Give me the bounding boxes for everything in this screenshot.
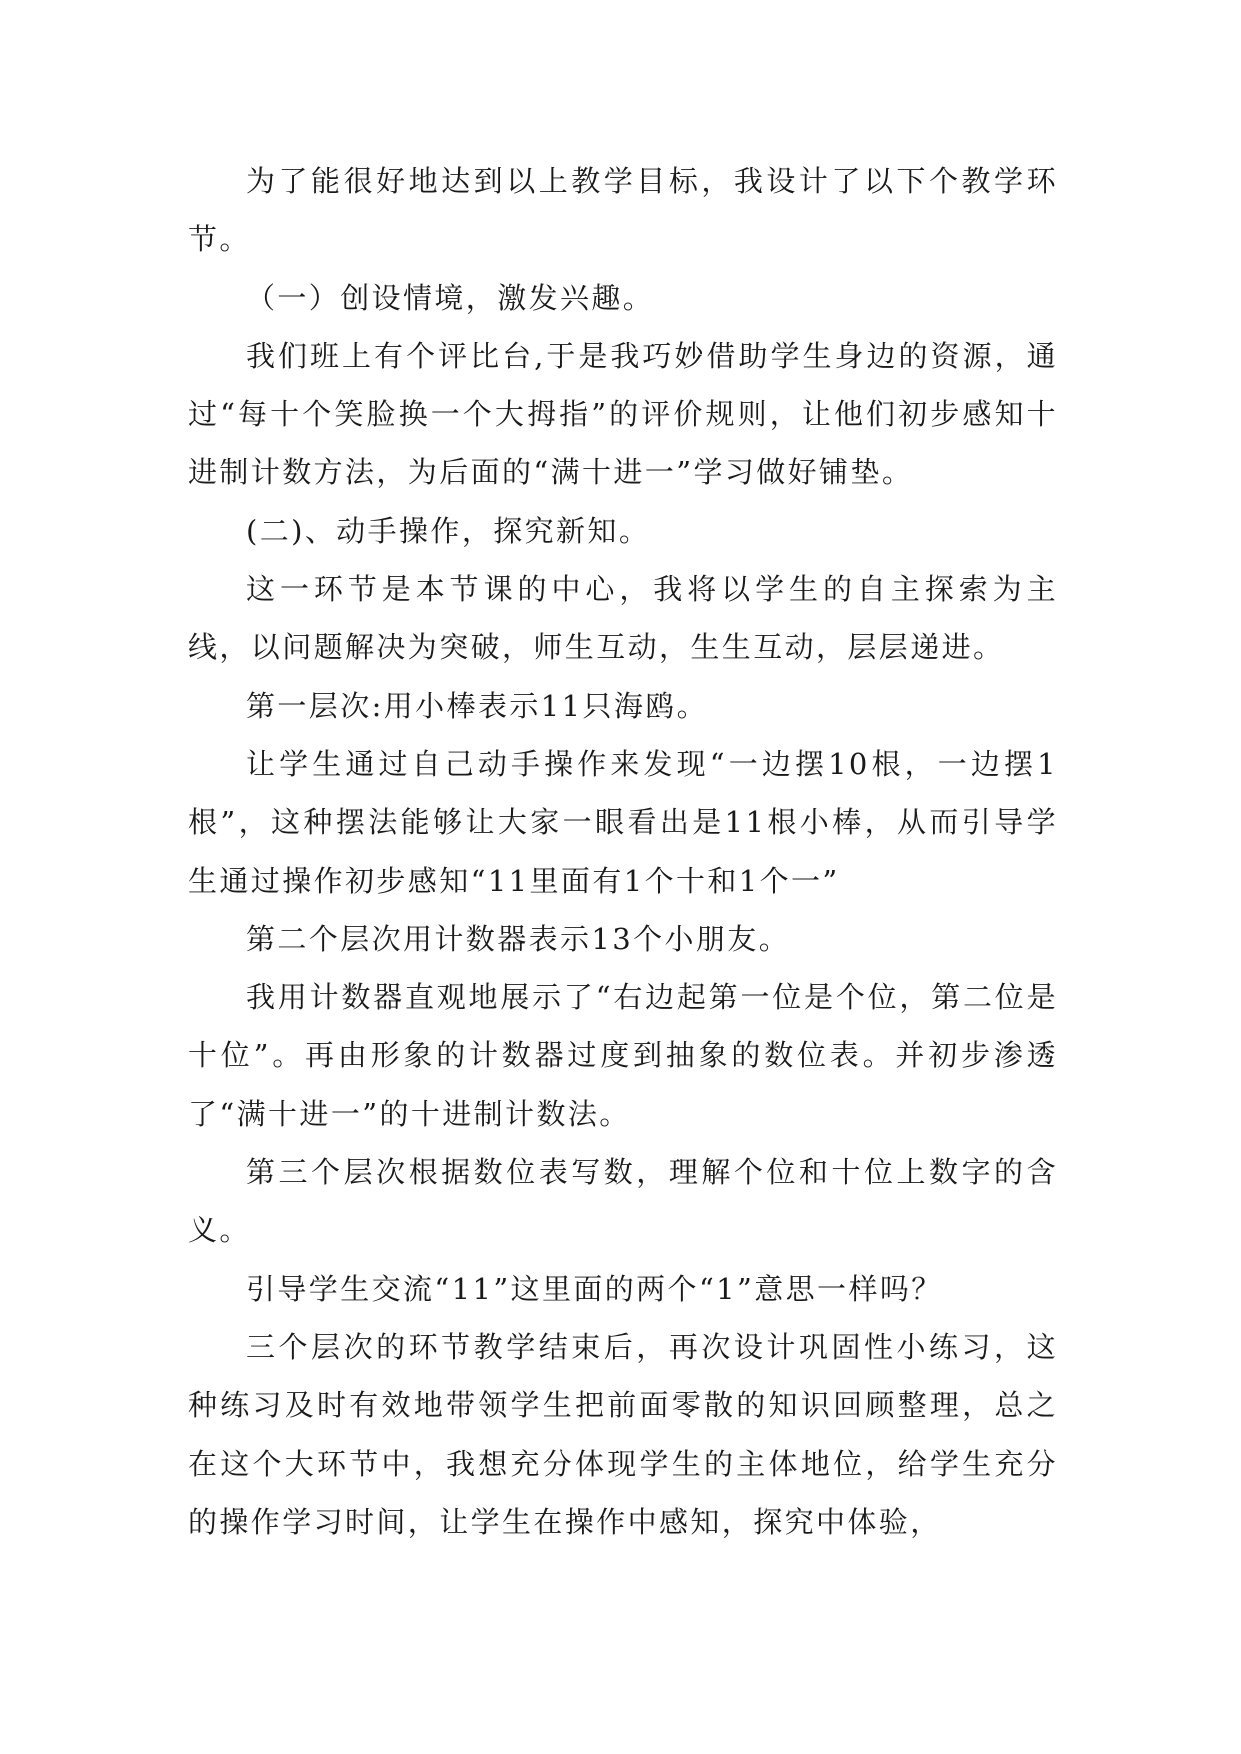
section-heading-2: (二)、动手操作，探究新知。 xyxy=(246,513,651,548)
paragraph-summary: 三个层次的环节教学结束后，再次设计巩固性小练习，这种练习及时有效地带领学生把前面零散的知识回顾整理，总之在这个大环节中，我想充分体现学生的主体地位，给学生充分的操作学习时间，让学生在操作中感知，探究中体验， xyxy=(188,1329,1058,1539)
document-body xyxy=(188,152,1058,1551)
paragraph-level-1: 第一层次:用小棒表示11只海鸥。 xyxy=(246,688,709,723)
paragraph-evaluation: 我们班上有个评比台,于是我巧妙借助学生身边的资源，通过“每十个笑脸换一个大拇指”的评价规则，让他们初步感知十进制计数方法，为后面的“满十进一”学习做好铺垫。 xyxy=(188,338,1058,490)
paragraph-level-2-detail: 我用计数器直观地展示了“右边起第一位是个位，第二位是十位”。再由形象的计数器过度到抽象的数位表。并初步渗透了“满十进一”的十进制计数法。 xyxy=(188,980,1058,1131)
paragraph-discussion: 引导学生交流“11”这里面的两个“1”意思一样吗？ xyxy=(246,1271,943,1306)
paragraph-core-segment: 这一环节是本节课的中心，我将以学生的自主探索为主线，以问题解决为突破，师生互动，生生互动，层层递进。 xyxy=(188,572,1058,665)
paragraph-level-3: 第三个层次根据数位表写数，理解个位和十位上数字的含义。 xyxy=(188,1155,1058,1248)
paragraph-intro: 为了能很好地达到以上教学目标，我设计了以下个教学环节。 xyxy=(188,164,1058,257)
paragraph-level-2: 第二个层次用计数器表示13个小朋友。 xyxy=(246,921,791,956)
section-heading-1: （一）创设情境，激发兴趣。 xyxy=(246,280,655,315)
paragraph-level-1-detail: 让学生通过自己动手操作来发现“一边摆10根，一边摆1根”，这种摆法能够让大家一眼看出是11根小棒，从而引导学生通过操作初步感知“11里面有1个十和1个一” xyxy=(188,746,1058,898)
